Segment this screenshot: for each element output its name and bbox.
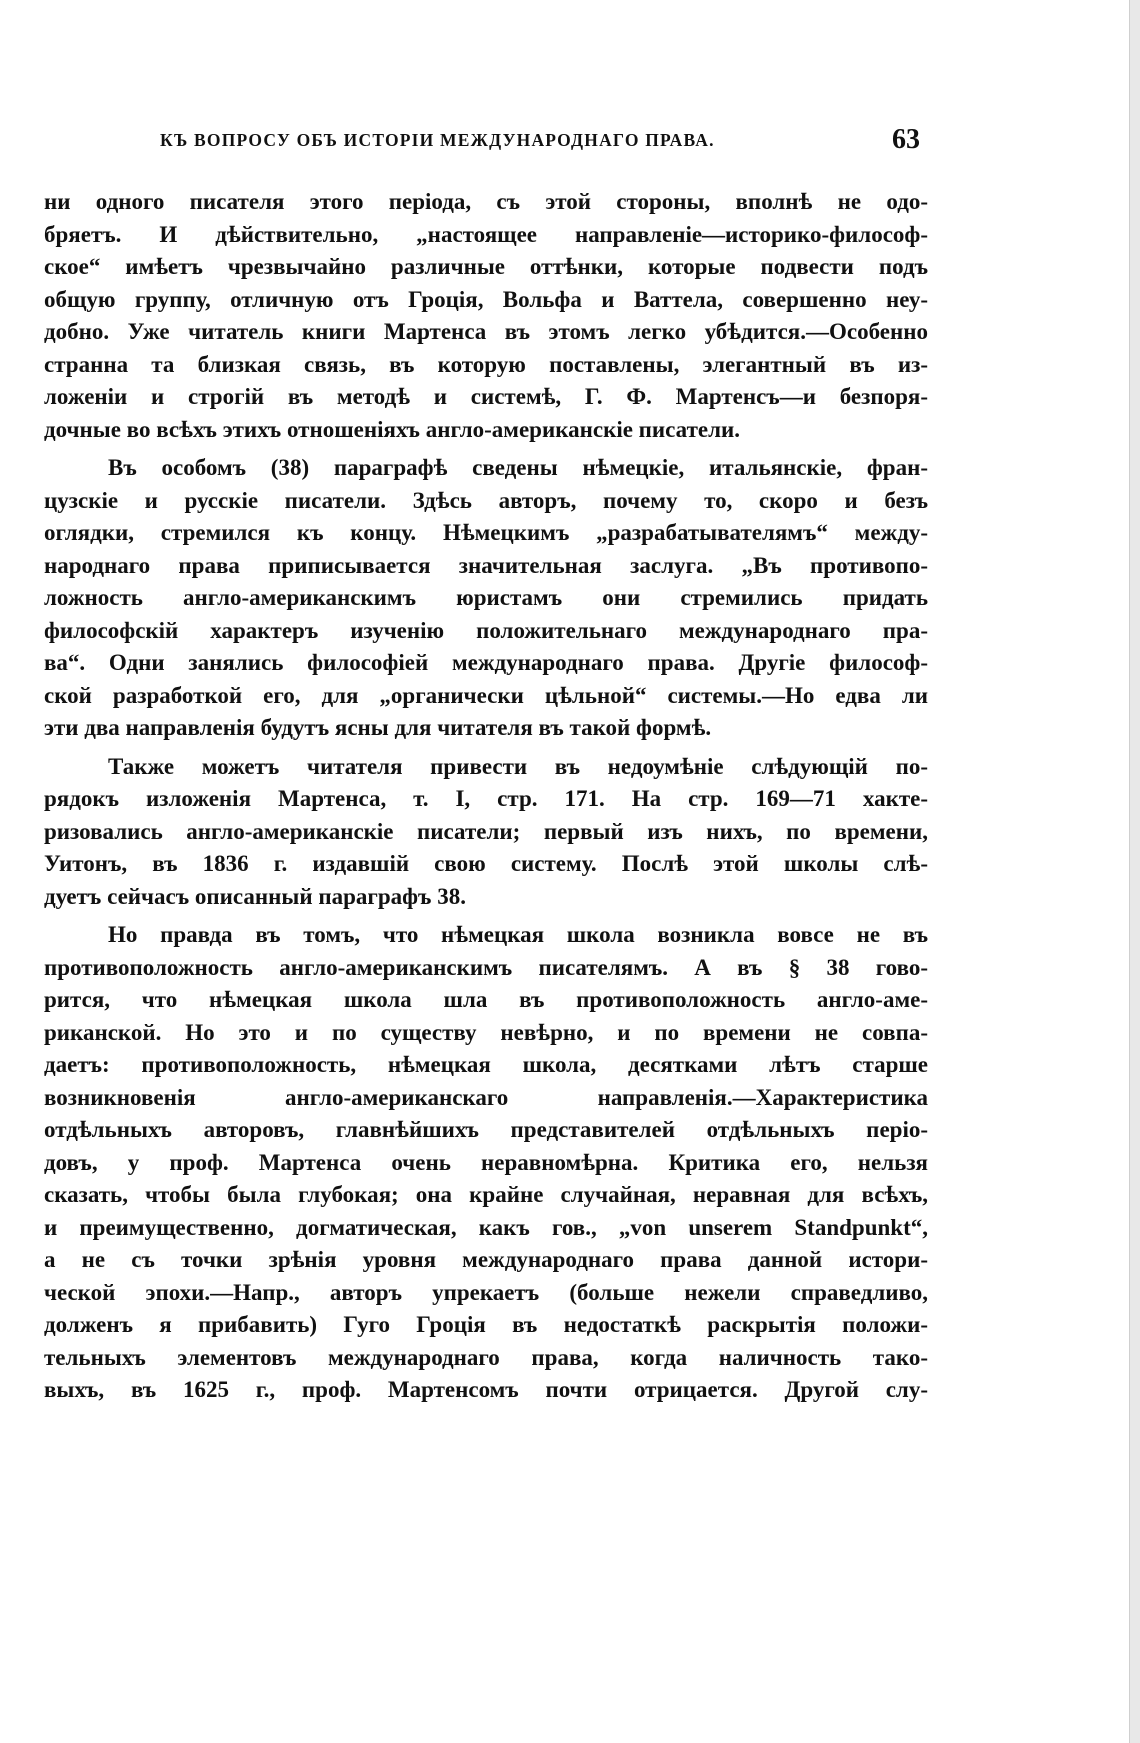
text-line: ложеніи и строгій въ методѣ и системѣ, Г. Ф. Мартенсъ—и безпоря- xyxy=(44,384,928,409)
text-line: возникновенія англо-американскаго направленія.—Характеристика xyxy=(44,1084,928,1110)
text-line: рится, что нѣмецкая школа шла въ противоположность англо-аме- xyxy=(44,987,928,1012)
scan-edge xyxy=(1129,0,1140,1743)
text-line: довъ, у проф. Мартенса очень неравномѣрна. Критика его, нельзя xyxy=(44,1149,928,1175)
text-line: выхъ, въ 1625 г., проф. Мартенсомъ почти отрицается. Другой слу- xyxy=(44,1377,928,1402)
text-line: отдѣльныхъ авторовъ, главнѣйшихъ представителей отдѣльныхъ періо- xyxy=(44,1117,928,1142)
text-line: даетъ: противоположность, нѣмецкая школа, десятками лѣтъ старше xyxy=(44,1052,928,1077)
text-line: народнаго права приписывается значительная заслуга. „Въ противопо- xyxy=(44,552,928,578)
text-line: дочные во всѣхъ этихъ отношеніяхъ англо-американскіе писатели. xyxy=(44,416,740,442)
text-line: дуетъ сейчасъ описанный параграфъ 38. xyxy=(44,883,466,909)
text-line: ческой эпохи.—Напр., авторъ упрекаетъ (больше нежели справедливо, xyxy=(44,1279,928,1305)
text-line: рядокъ изложенія Мартенса, т. I, стр. 171. На стр. 169—71 хакте- xyxy=(44,786,928,811)
text-line: оглядки, стремился къ концу. Нѣмецкимъ „разрабатывателямъ“ между- xyxy=(44,520,928,545)
text-line: добно. Уже читатель книги Мартенса въ этомъ легко убѣдится.—Особенно xyxy=(44,319,928,344)
running-title: КЪ ВОПРОСУ ОБЪ ИСТОРІИ МЕЖДУНАРОДНАГО ПРАВА. xyxy=(160,130,715,150)
page-number: 63 xyxy=(892,124,920,155)
text-line: долженъ я прибавить) Гуго Гроція въ недостаткѣ раскрытія положи- xyxy=(44,1312,928,1337)
text-line: Но правда въ томъ, что нѣмецкая школа возникла вовсе не въ xyxy=(108,922,928,947)
text-line: Уитонъ, въ 1836 г. издавшій свою систему. Послѣ этой школы слѣ- xyxy=(44,851,928,876)
text-line: бряетъ. И дѣйствительно, „настоящее направленіе—историко-философ- xyxy=(44,221,928,247)
running-head xyxy=(160,124,920,160)
text-line: ской разработкой его, для „органически цѣльной“ системы.—Но едва ли xyxy=(44,682,928,708)
text-line: странна та близкая связь, въ которую поставлены, элегантный въ из- xyxy=(44,351,928,377)
text-line: риканской. Но это и по существу невѣрно, и по времени не совпа- xyxy=(44,1019,928,1045)
text-line: общую группу, отличную отъ Гроція, Вольфа и Ваттела, совершенно неу- xyxy=(44,286,928,312)
text-line: философскій характеръ изученію положительнаго международнаго пра- xyxy=(44,617,928,643)
text-line: эти два направленія будутъ ясны для читателя въ такой формѣ. xyxy=(44,715,712,740)
text-line: а не съ точки зрѣнія уровня международнаго права данной истори- xyxy=(44,1247,928,1272)
text-line: цузскіе и русскіе писатели. Здѣсь авторъ, почему то, скоро и безъ xyxy=(44,487,928,513)
body-text xyxy=(44,186,928,1407)
text-line: Также можетъ читателя привести въ недоумѣніе слѣдующій по- xyxy=(108,753,928,779)
text-line: ва“. Одни занялись философіей международнаго права. Другіе философ- xyxy=(44,650,928,675)
text-line: ризовались англо-американскіе писатели; первый изъ нихъ, по времени, xyxy=(44,818,928,844)
text-line: ни одного писателя этого періода, съ этой стороны, вполнѣ не одо- xyxy=(44,189,928,214)
text-line: ложность англо-американскимъ юристамъ они стремились придать xyxy=(44,585,928,610)
text-line: и преимущественно, догматическая, какъ гов., „von unserem Standpunkt“, xyxy=(44,1214,928,1240)
text-line: Въ особомъ (38) параграфѣ сведены нѣмецкіе, итальянскіе, фран- xyxy=(108,455,928,480)
text-line: ское“ имѣетъ чрезвычайно различные оттѣнки, которые подвести подъ xyxy=(44,254,928,279)
text-line: тельныхъ элементовъ международнаго права, когда наличность тако- xyxy=(44,1344,928,1370)
text-line: противоположность англо-американскимъ писателямъ. А въ § 38 гово- xyxy=(44,954,928,980)
text-line: сказать, чтобы была глубокая; она крайне случайная, неравная для всѣхъ, xyxy=(44,1182,928,1207)
